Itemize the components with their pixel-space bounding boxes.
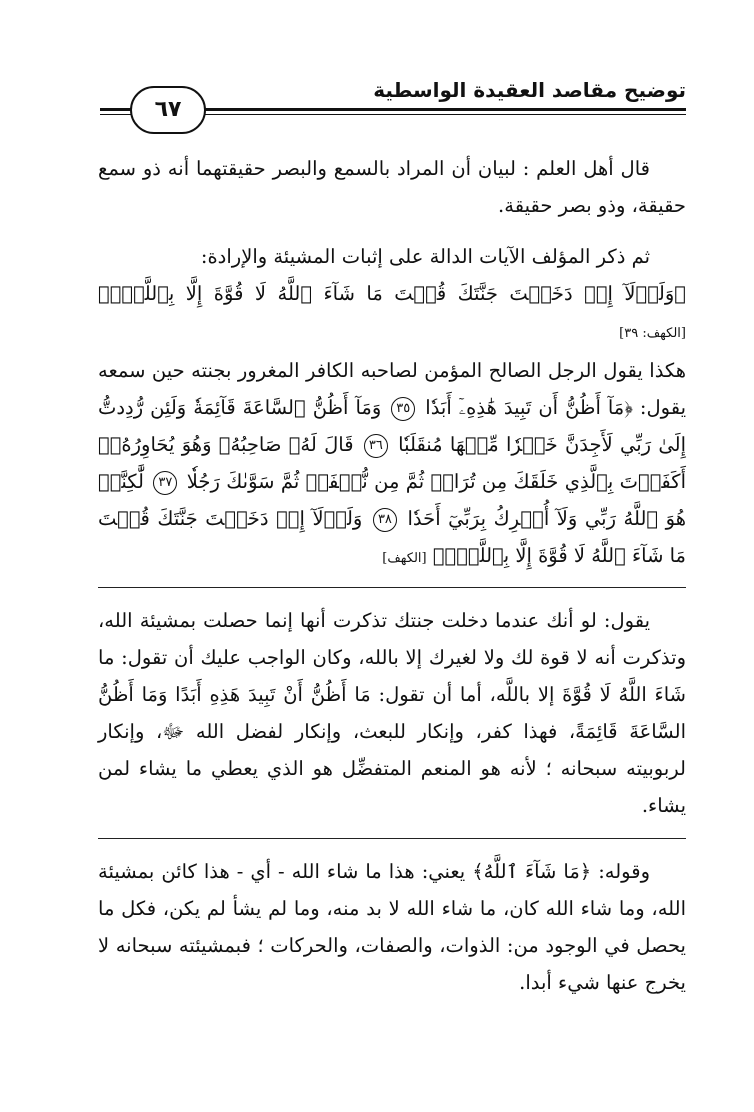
section-divider: [98, 587, 686, 588]
quran-verse-37: قَالَ لَهُۥ صَاحِبُهُۥ وَهُوَ يُحَاوِرُهُۥٓ أَكَفَرۡتَ بِٱلَّذِي خَلَقَكَ مِن تُرَابٖ ثُمَّ مِن نُّطۡفَةٖ ثُمَّ سَوَّىٰكَ رَجُلٗا: [98, 433, 686, 493]
paragraph-3: [98, 352, 686, 577]
running-title: توضيح مقاصد العقيدة الواسطية: [373, 78, 686, 102]
quran-verse-39b: وَلَوۡلَآ إِذۡ دَخَلۡتَ جَنَّتَكَ قُلۡتَ مَا شَآءَ ٱللَّهُ لَا قُوَّةَ إِلَّا بِٱللَّهِۚ﴾: [98, 507, 686, 567]
quran-verse-36: وَمَآ أَظُنُّ ٱلسَّاعَةَ قَآئِمَةٗ وَلَئِن رُّدِدتُّ إِلَىٰ رَبِّي لَأَجِدَنَّ خَيۡرٗا مِّنۡهَا مُنقَلَبٗا: [98, 396, 687, 456]
paragraph-1: قال أهل العلم : لبيان أن المراد بالسمع والبصر حقيقتهما أنه ذو سمع حقيقة، وذو بصر حقيقة.: [98, 157, 686, 217]
section-divider: [98, 838, 686, 839]
paragraph-2-verse: [98, 275, 686, 352]
paragraph-3-start: هكذا يقول الرجل الصالح المؤمن لصاحبه الكافر المغرور بجنته حين سمعه يقول:: [98, 359, 686, 419]
verse-reference: [الكهف: ٣٩]: [619, 326, 686, 341]
paragraph-2-intro: ثم ذكر المؤلف الآيات الدالة على إثبات المشيئة والإرادة:: [200, 245, 650, 268]
page-number: ٦٧: [130, 86, 206, 134]
paragraph-4: يقول: لو أنك عندما دخلت جنتك تذكرت أنها إنما حصلت بمشيئة الله، وتذكرت أنه لا قوة لك ولا لغيرك إلا بالله، وكان الواجب عليك أن تقول: ما شَاءَ اللَّهُ لَا قُوَّةَ إلا باللَّه، أما أن تقول: مَا أَظُنُّ أَنْ تَبِيدَ هَذِهِ أَبَدًا وَمَا أَظُنُّ السَّاعَةَ قَائِمَةً، فهذا كفر، وإنكار للبعث، وإنكار لفضل الله ﷻ، وإنكار لربوبيته سبحانه ؛ لأنه هو المنعم المتفضِّل هو الذي يعطي ما يشاء لمن يشاء.: [98, 609, 686, 817]
header-rule-thin: [200, 114, 686, 115]
ayah-marker: ٣٦: [364, 434, 388, 458]
ayah-marker: ٣٨: [373, 508, 397, 532]
verse-reference: [الكهف]: [382, 551, 427, 566]
paragraph-5: وقوله: ﴿مَا شَآءَ ٱللَّهُ﴾ يعني: هذا ما شاء الله - أي - هذا كائن بمشيئة الله، وما شاء الله كان، ما شاء الله لا بد منه، وما لم يشأ لم يكن، فكل ما يحصل في الوجود من: الذوات، والصفات، والحركات ؛ فبمشيئته سبحانه لا يخرج عنها شيء أبدا.: [98, 860, 686, 994]
header-rule: [200, 108, 686, 111]
page-body: [98, 150, 686, 1001]
quran-verse-38: لَّٰكِنَّا۠ هُوَ ٱللَّهُ رَبِّي وَلَآ أُشۡرِكُ بِرَبِّيٓ أَحَدٗا: [98, 470, 687, 530]
ayah-marker: ٣٧: [153, 471, 177, 495]
page-header: [100, 70, 686, 140]
quran-verse-39: ﴿وَلَوۡلَآ إِذۡ دَخَلۡتَ جَنَّتَكَ قُلۡتَ مَا شَآءَ ٱللَّهُ لَا قُوَّةَ إِلَّا بِٱللَّهِۚ﴾: [98, 282, 686, 305]
quran-verse-35: ﴿مَآ أَظُنُّ أَن تَبِيدَ هَٰذِهِۦٓ أَبَدٗا: [425, 396, 633, 419]
ayah-marker: ٣٥: [391, 397, 415, 421]
